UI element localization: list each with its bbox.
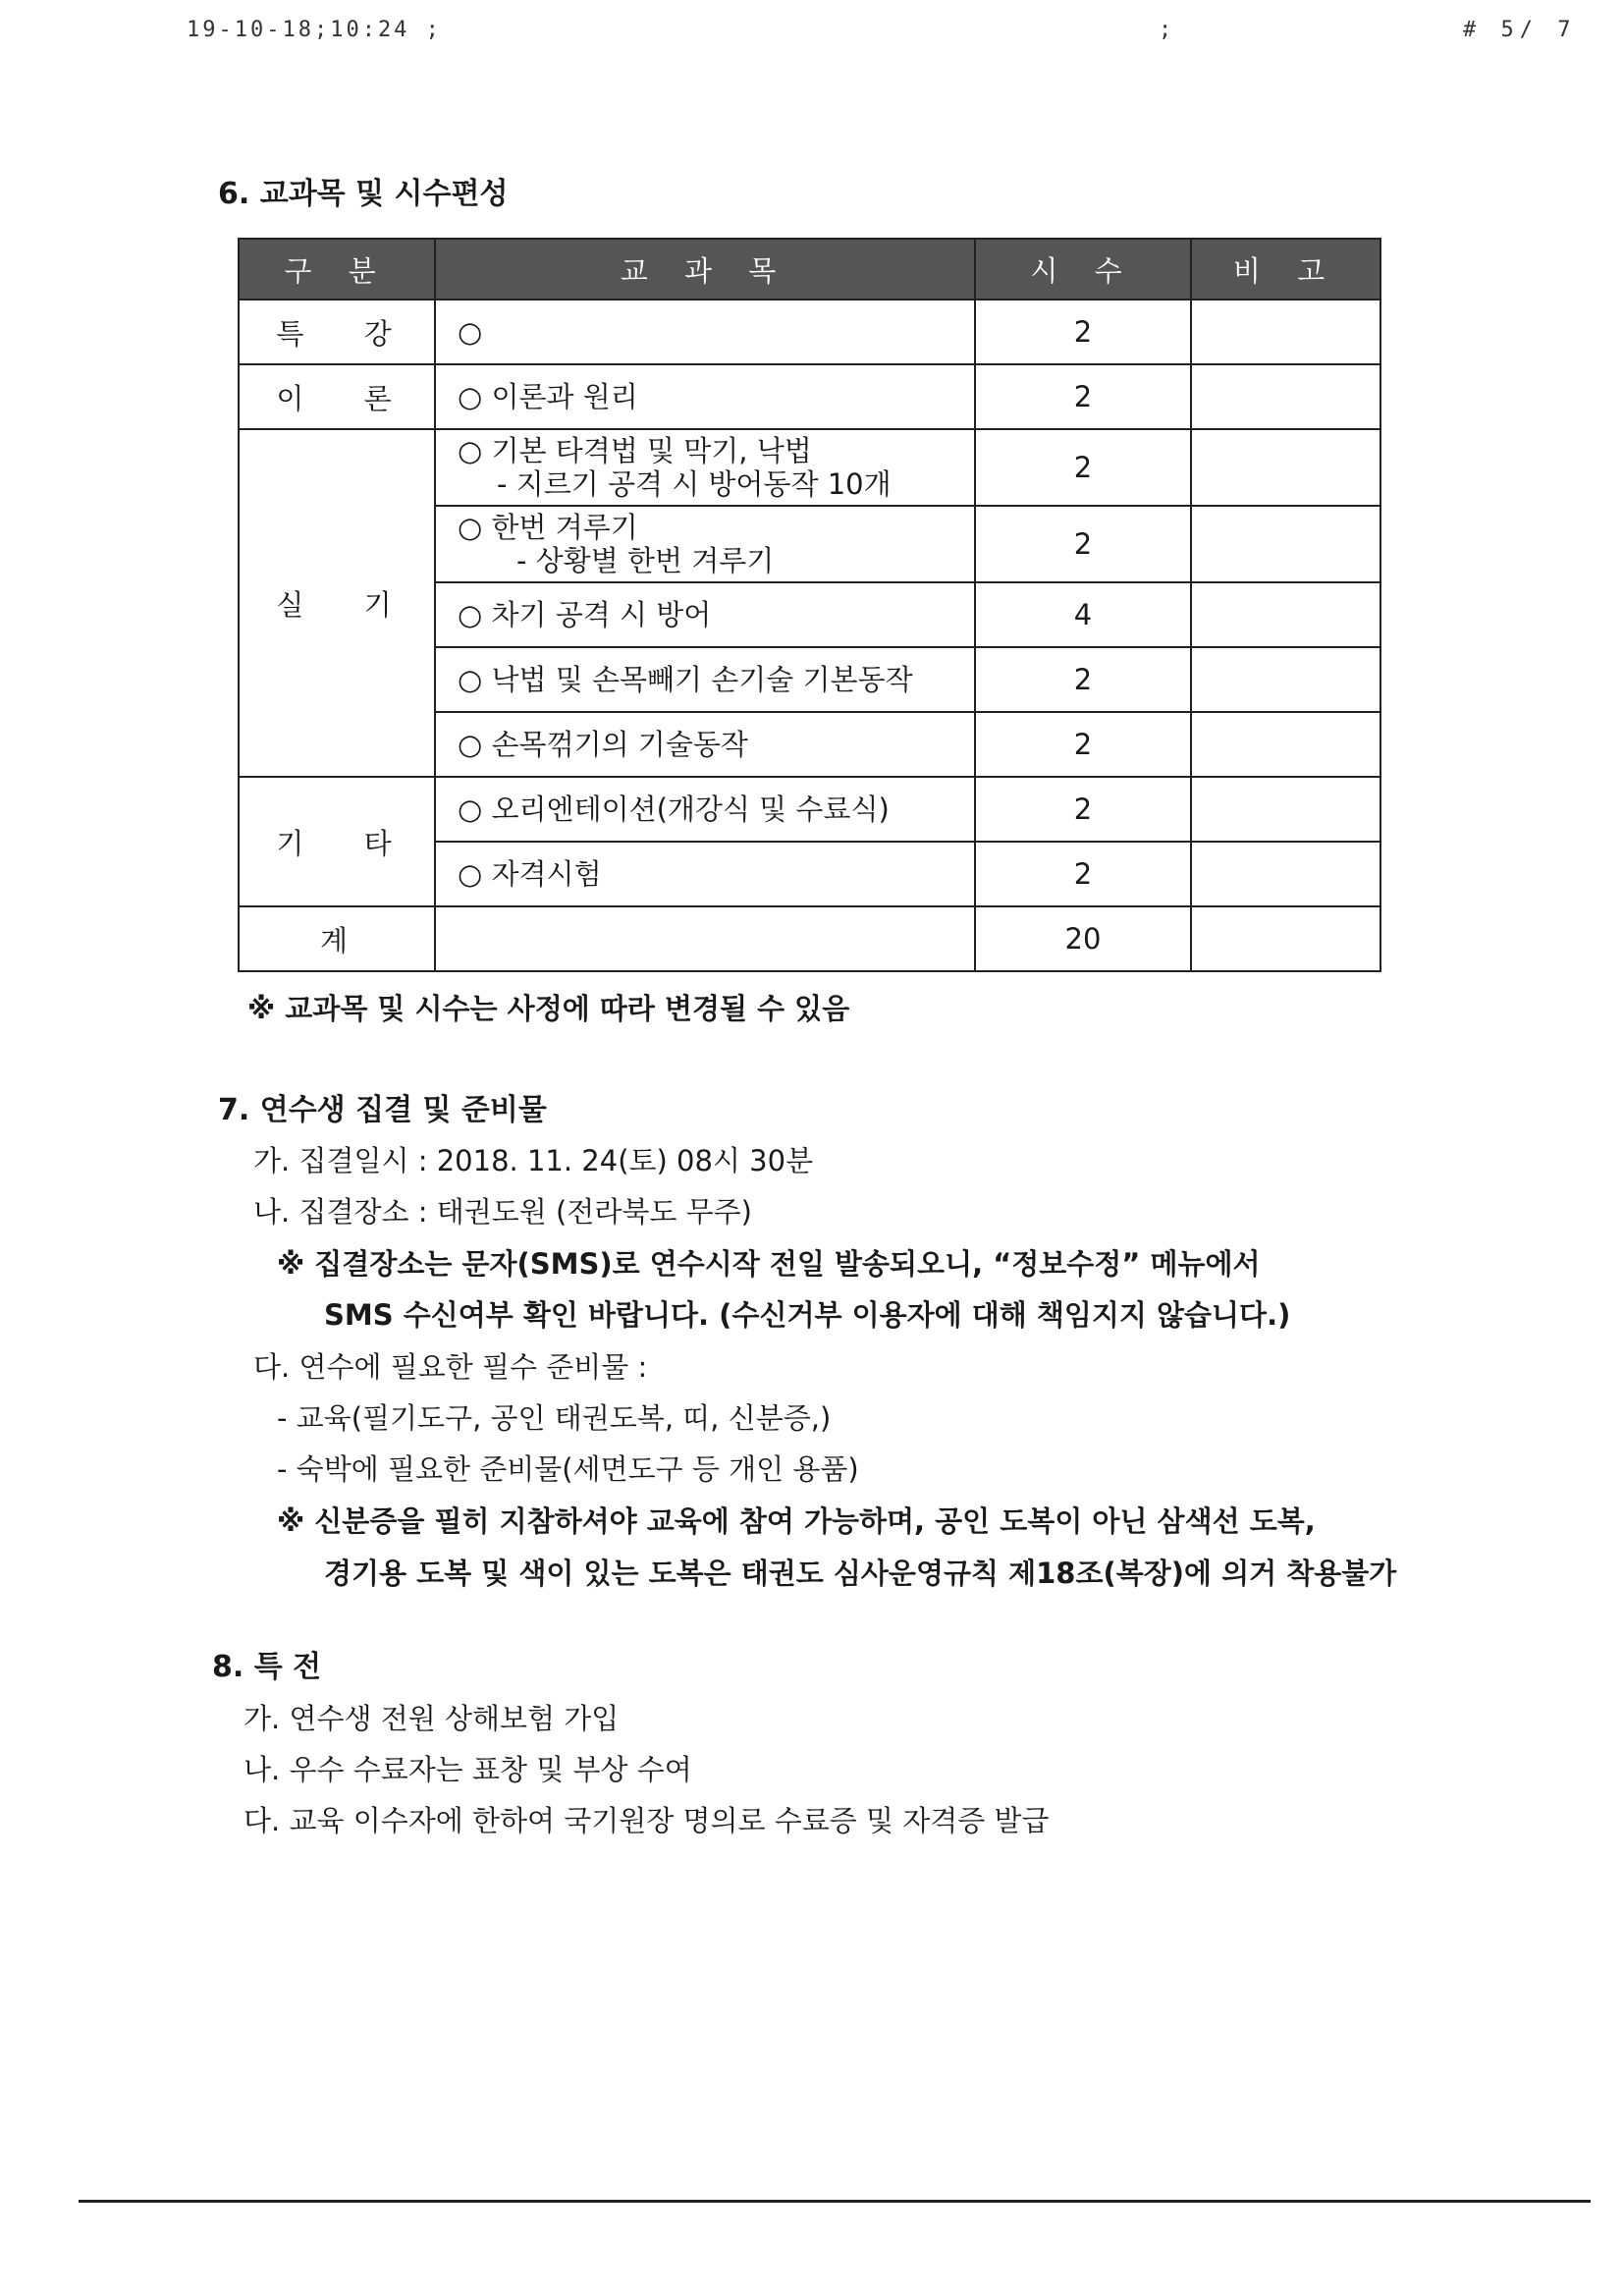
subject-cell: [435, 429, 975, 506]
subject-main: ○ 기본 타격법 및 막기, 낙법: [458, 434, 812, 467]
hours-cell: 2: [975, 777, 1191, 842]
note-cell: [1191, 647, 1380, 712]
subject-cell: ○ 낙법 및 손목빼기 손기술 기본동작: [435, 647, 975, 712]
fax-separator: ;: [1159, 18, 1172, 42]
subject-sub: - 상황별 한번 겨루기: [516, 544, 775, 577]
required-items-lodging: - 숙박에 필요한 준비물(세면도구 등 개인 용품): [277, 1452, 859, 1486]
subject-cell: ○ 자격시험: [435, 842, 975, 906]
note-cell: [1191, 712, 1380, 777]
benefit-certificate: 다. 교육 이수자에 한하여 국기원장 명의로 수료증 및 자격증 발급: [243, 1804, 1050, 1837]
table-total-row: [239, 906, 1380, 971]
required-items-title: 다. 연수에 필요한 필수 준비물 :: [253, 1350, 648, 1384]
table-row: [239, 429, 1380, 506]
id-notice-line2: 경기용 도복 및 색이 있는 도복은 태권도 심사운영규칙 제18조(복장)에 의거 착용불가: [324, 1557, 1397, 1590]
subject-cell: [435, 906, 975, 971]
header-note: 비 고: [1191, 239, 1380, 300]
note-cell: [1191, 582, 1380, 647]
category-cell: 기 타: [239, 777, 435, 906]
subject-main: ○ 한번 겨루기: [458, 511, 638, 544]
section7-title: 7. 연수생 집결 및 준비물: [218, 1093, 547, 1127]
category-cell: 특 강: [239, 300, 435, 364]
section6-title: 6. 교과목 및 시수편성: [218, 177, 509, 211]
benefit-award: 나. 우수 수료자는 표창 및 부상 수여: [243, 1753, 692, 1786]
note-cell: [1191, 842, 1380, 906]
benefit-insurance: 가. 연수생 전원 상해보험 가입: [243, 1702, 620, 1735]
section8-title: 8. 특 전: [212, 1650, 322, 1684]
hours-cell: 2: [975, 506, 1191, 582]
note-cell: [1191, 906, 1380, 971]
fax-header: [0, 18, 1623, 57]
assembly-datetime: 가. 집결일시 : 2018. 11. 24(토) 08시 30분: [253, 1144, 814, 1177]
subject-cell: ○ 오리엔테이션(개강식 및 수료식): [435, 777, 975, 842]
header-hours: 시 수: [975, 239, 1191, 300]
section6-note: ※ 교과목 및 시수는 사정에 따라 변경될 수 있음: [247, 992, 850, 1025]
fax-timestamp: 19-10-18;10:24 ;: [187, 18, 442, 42]
fax-page-number: # 5/ 7: [1463, 18, 1577, 42]
table-row: [239, 364, 1380, 429]
total-label-cell: 계: [239, 906, 435, 971]
curriculum-table: [238, 238, 1381, 972]
subject-cell: ○ 손목꺾기의 기술동작: [435, 712, 975, 777]
hours-cell: 2: [975, 300, 1191, 364]
assembly-location: 나. 집결장소 : 태권도원 (전라북도 무주): [253, 1195, 752, 1229]
header-subject: 교 과 목: [435, 239, 975, 300]
note-cell: [1191, 364, 1380, 429]
table-header-row: [239, 239, 1380, 300]
hours-cell: 4: [975, 582, 1191, 647]
header-category: 구 분: [239, 239, 435, 300]
note-cell: [1191, 506, 1380, 582]
hours-cell: 2: [975, 712, 1191, 777]
hours-cell: 2: [975, 429, 1191, 506]
hours-cell: 2: [975, 842, 1191, 906]
bottom-divider: [79, 2200, 1591, 2203]
note-cell: [1191, 777, 1380, 842]
note-cell: [1191, 429, 1380, 506]
total-hours-cell: 20: [975, 906, 1191, 971]
sms-notice-line2: SMS 수신여부 확인 바랍니다. (수신거부 이용자에 대해 책임지지 않습니다.): [324, 1298, 1291, 1332]
note-cell: [1191, 300, 1380, 364]
table-row: [239, 300, 1380, 364]
required-items-education: - 교육(필기도구, 공인 태권도복, 띠, 신분증,): [277, 1401, 832, 1435]
id-notice-line1: ※ 신분증을 필히 지참하셔야 교육에 참여 가능하며, 공인 도복이 아닌 삼색선 도복,: [277, 1504, 1316, 1538]
subject-sub: - 지르기 공격 시 방어동작 10개: [497, 467, 892, 501]
subject-cell: ○ 이론과 원리: [435, 364, 975, 429]
subject-cell: ○ 차기 공격 시 방어: [435, 582, 975, 647]
hours-cell: 2: [975, 364, 1191, 429]
subject-cell: ○: [435, 300, 975, 364]
table-row: [239, 777, 1380, 842]
sms-notice-line1: ※ 집결장소는 문자(SMS)로 연수시작 전일 발송되오니, “정보수정” 메뉴에서: [277, 1247, 1261, 1281]
hours-cell: 2: [975, 647, 1191, 712]
category-cell: 이 론: [239, 364, 435, 429]
subject-cell: [435, 506, 975, 582]
category-cell: 실 기: [239, 429, 435, 777]
